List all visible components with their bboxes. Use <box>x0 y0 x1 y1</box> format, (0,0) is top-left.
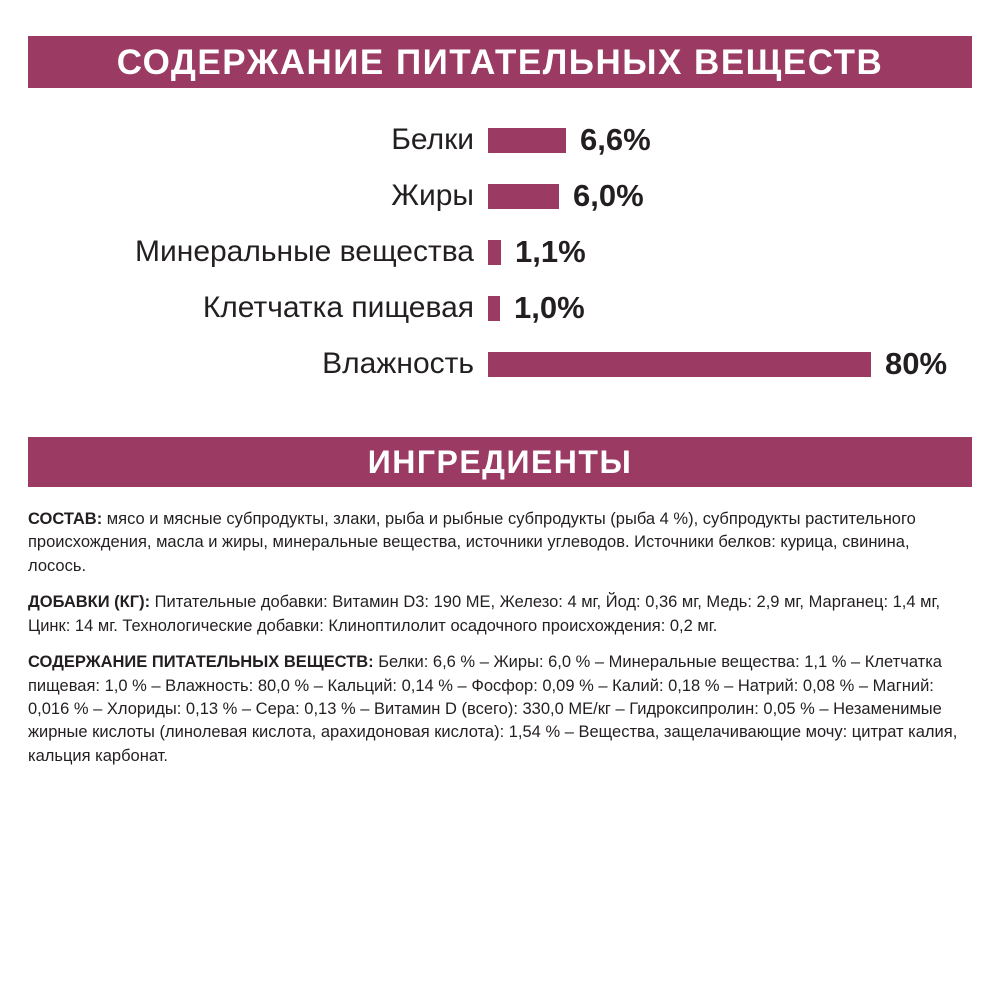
nutrition-section-title: СОДЕРЖАНИЕ ПИТАТЕЛЬНЫХ ВЕЩЕСТВ <box>116 42 884 82</box>
bar-fill <box>488 240 501 265</box>
bar-track <box>488 168 972 224</box>
bar-label: Клетчатка пищевая <box>202 291 474 324</box>
bar-label: Минеральные вещества <box>135 235 474 268</box>
bar-fill <box>488 352 871 377</box>
chart-row <box>28 336 972 392</box>
bar-fill <box>488 296 500 321</box>
nutrition-section-header <box>28 36 972 88</box>
bar-label: Жиры <box>391 179 474 212</box>
bar-label: Влажность <box>322 347 474 380</box>
ingredients-section-title: ИНГРЕДИЕНТЫ <box>367 444 633 480</box>
paragraph-body: Белки: 6,6 % – Жиры: 6,0 % – Минеральные вещества: 1,1 % – Клетчатка пищевая: 1,0 % – Влажность: 80,0 % – Кальций: 0,14 % – Фосфор: 0,09 % – Калий: 0,18 % – Натрий: 0,08 % – Магний: 0,016 % – Хлориды: 0,13 % – Сера: 0,13 % – Витамин D (всего): 330,0 МЕ/кг – Гидроксипролин: 0,05 % – Незаменимые жирные кислоты (линолевая кислота, арахидоновая кислота): 1,54 % – Вещества, защелачивающие мочу: цитрат калия, кальция карбонат. <box>28 653 958 765</box>
bar-value: 80% <box>885 346 948 381</box>
ingredients-paragraph <box>28 508 972 578</box>
bar-track <box>488 112 972 168</box>
chart-row <box>28 168 972 224</box>
bar-value: 1,1% <box>515 234 586 269</box>
bar-track <box>488 280 972 336</box>
bar-track <box>488 224 972 280</box>
ingredients-text-block <box>28 508 972 768</box>
bar-track <box>488 336 972 392</box>
nutrition-bar-chart <box>28 112 972 404</box>
paragraph-heading: СОДЕРЖАНИЕ ПИТАТЕЛЬНЫХ ВЕЩЕСТВ: <box>28 653 374 672</box>
bar-fill <box>488 184 559 209</box>
ingredients-paragraph <box>28 651 972 768</box>
paragraph-body: Питательные добавки: Витамин D3: 190 МЕ, Железо: 4 мг, Йод: 0,36 мг, Медь: 2,9 мг, Марганец: 1,4 мг, Цинк: 14 мг. Технологические добавки: Клиноптилолит осадочного происхождения: 0,2 мг. <box>28 593 941 635</box>
bar-value: 1,0% <box>514 290 585 325</box>
chart-row <box>28 224 972 280</box>
ingredients-paragraph <box>28 591 972 638</box>
chart-row <box>28 112 972 168</box>
paragraph-heading: ДОБАВКИ (КГ): <box>28 593 151 612</box>
bar-value: 6,0% <box>573 178 644 213</box>
bar-value: 6,6% <box>580 122 651 157</box>
chart-row <box>28 280 972 336</box>
paragraph-body: мясо и мясные субпродукты, злаки, рыба и рыбные субпродукты (рыба 4 %), субпродукты растительного происхождения, масла и жиры, минеральные вещества, источники углеводов. Источники белков: курица, свинина, лосось. <box>28 510 916 575</box>
bar-label: Белки <box>391 123 474 156</box>
ingredients-section-header <box>28 437 972 487</box>
paragraph-heading: СОСТАВ: <box>28 510 103 528</box>
bar-fill <box>488 128 566 153</box>
